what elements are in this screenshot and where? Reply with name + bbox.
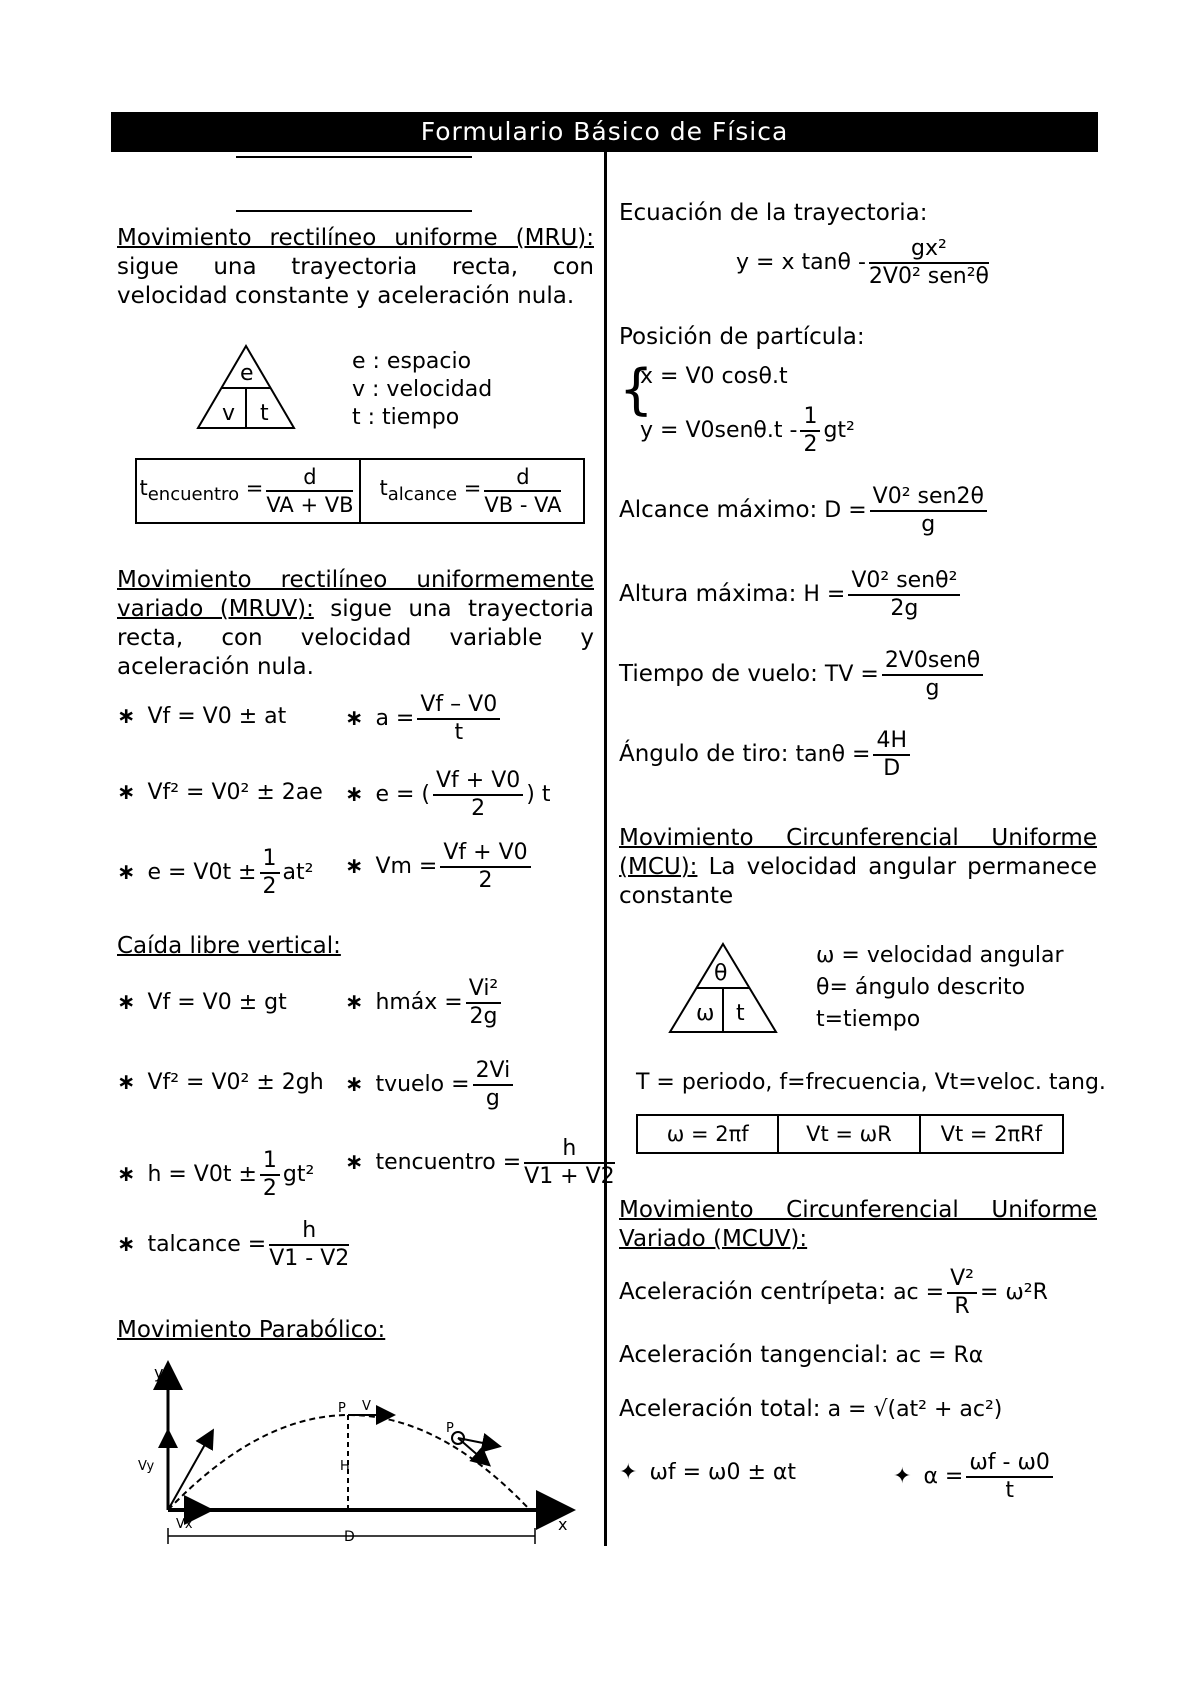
altura-lhs: H = bbox=[803, 582, 846, 607]
mcu-description: La velocidad angular permanece constante bbox=[619, 854, 1097, 909]
t-alcance-sub: alcance bbox=[387, 484, 458, 506]
diagram-label-d: D bbox=[344, 1529, 355, 1545]
mru-title: Movimiento rectilíneo uniforme (MRU): bbox=[117, 225, 594, 251]
caida-f3: ∗ Vf² = V0² ± 2gh bbox=[117, 1070, 324, 1095]
angulo-label: Ángulo de tiro: bbox=[619, 741, 789, 767]
altura-label: Altura máxima: bbox=[619, 581, 797, 607]
mcuv-f2-lhs: α = bbox=[923, 1464, 964, 1489]
t-alcance-fraction bbox=[484, 464, 561, 518]
centripeta-rhs: = ω²R bbox=[979, 1280, 1048, 1305]
posicion-label: Posición de partícula: bbox=[619, 324, 865, 350]
t-encuentro-cell: $t_{encuentro}$ = $\frac{d}{VA + VB}$ bbox=[139, 465, 354, 517]
caida-f1-text: Vf = V0 ± gt bbox=[147, 990, 287, 1015]
trayectoria-formula bbox=[736, 236, 992, 290]
trayectoria-den: 2V0² sen²θ bbox=[868, 264, 989, 289]
altura-num: V0² senθ² bbox=[848, 568, 960, 596]
caida-f7-num: h bbox=[269, 1218, 349, 1246]
mruv-description: sigue una trayectoria recta, con velocidad variable y aceleración nula. bbox=[117, 596, 595, 680]
caida-f1: ∗ Vf = V0 ± gt bbox=[117, 990, 287, 1015]
mruv-f4-rhs: t bbox=[541, 782, 551, 807]
tangencial-row bbox=[619, 1342, 983, 1368]
caida-f6: ∗ tencuentro = $\frac{h}{V1 + V2}$ bbox=[345, 1136, 615, 1189]
mru-triangle-top: e bbox=[240, 361, 254, 386]
posicion-y-lhs: y = V0senθ.t - bbox=[640, 418, 798, 443]
mru-legend-espacio: e : espacio bbox=[352, 349, 472, 374]
mruv-f4-lhs: e = bbox=[375, 782, 415, 807]
caida-f4-num: 2Vi bbox=[473, 1058, 514, 1086]
mru-times-table bbox=[135, 458, 585, 524]
mruv-f4-den: 2 bbox=[471, 796, 486, 821]
altura-row bbox=[619, 568, 963, 622]
mcu-table bbox=[636, 1114, 1064, 1154]
centripeta-lhs: ac = bbox=[893, 1280, 945, 1305]
mcuv-section bbox=[619, 1196, 1097, 1254]
diagram-label-x: x bbox=[558, 1515, 568, 1534]
mruv-f5-num: 1 bbox=[260, 846, 280, 874]
mruv-title: Movimiento rectilíneo uniformemente variado (MRUV): bbox=[117, 567, 594, 622]
t-encuentro-den: VA + VB bbox=[266, 493, 354, 517]
diagram-label-p1: P bbox=[338, 1401, 346, 1416]
caida-f4-lhs: tvuelo = bbox=[375, 1072, 470, 1097]
mruv-f2: ∗ a = $\frac{Vf - V0}{t}$ bbox=[345, 692, 503, 746]
mruv-f6-lhs: Vm = bbox=[375, 854, 438, 879]
caida-f5-lhs: h = V0t ± bbox=[147, 1162, 257, 1187]
angulo-den: D bbox=[883, 756, 901, 781]
mruv-f5-rhs: at² bbox=[282, 860, 314, 885]
tangencial-eq: ac = Rα bbox=[895, 1343, 984, 1368]
posicion-brace: { bbox=[619, 358, 654, 421]
mruv-f1: ∗ Vf = V0 ± at bbox=[117, 704, 287, 729]
caida-f2: ∗ hmáx = $\frac{\text{Vi²}}{2g}$ bbox=[345, 976, 504, 1030]
mruv-f6: ∗ Vm = $\frac{Vf + V0}{2}$ bbox=[345, 840, 534, 894]
mruv-f1-text: Vf = V0 ± at bbox=[147, 704, 287, 729]
caida-f4-den: g bbox=[485, 1086, 500, 1111]
caida-title: Caída libre vertical: bbox=[117, 933, 341, 959]
tiempo-label: Tiempo de vuelo: bbox=[619, 661, 818, 687]
v0-vector bbox=[168, 1432, 212, 1510]
caida-section bbox=[117, 932, 594, 961]
alcance-num: V0² sen2θ bbox=[870, 484, 987, 512]
mruv-f3-text: Vf² = V0² ± 2ae bbox=[147, 780, 323, 805]
mru-description: sigue una trayectoria recta, con velocidad constante y aceleración nula. bbox=[117, 254, 594, 309]
diagram-label-h: H bbox=[340, 1459, 350, 1474]
trayectoria-num: gx² bbox=[869, 236, 989, 264]
decorative-rule bbox=[236, 210, 472, 212]
mcu-legend-omega: ω = velocidad angular bbox=[816, 943, 1064, 968]
centripeta-den: R bbox=[954, 1294, 970, 1319]
caida-f7-lhs: talcance = bbox=[147, 1232, 267, 1257]
mruv-f6-num: Vf + V0 bbox=[440, 840, 530, 868]
mru-legend-tiempo: t : tiempo bbox=[352, 405, 460, 430]
mcu-triangle-bl: ω bbox=[696, 1001, 715, 1026]
mru-triangle-br: t bbox=[260, 401, 269, 426]
caida-f5-rhs: gt² bbox=[282, 1162, 315, 1187]
diagram-label-v: V bbox=[362, 1399, 371, 1414]
mcu-table-cell-1: ω = 2πf bbox=[666, 1122, 749, 1146]
mruv-f2-den: t bbox=[454, 720, 464, 745]
mruv-f2-lhs: a = bbox=[375, 706, 415, 731]
diagram-label-vy: Vy bbox=[138, 1459, 155, 1474]
mcuv-f2: ✦ α = $\frac{\omega f - \omega 0}{t}$ bbox=[893, 1450, 1056, 1504]
mcu-triangle bbox=[668, 942, 778, 1034]
mruv-f2-num: Vf – V0 bbox=[417, 692, 500, 720]
posicion-y bbox=[640, 404, 855, 458]
centripeta-num: V² bbox=[947, 1266, 977, 1294]
mru-legend-velocidad: v : velocidad bbox=[352, 377, 493, 402]
alcance-den: g bbox=[921, 512, 936, 537]
caida-f4: ∗ tvuelo = $\frac{2Vi}{g}$ bbox=[345, 1058, 516, 1112]
caida-f2-den: 2g bbox=[469, 1004, 498, 1029]
t-encuentro-fraction bbox=[266, 464, 353, 518]
mcuv-title: Movimiento Circunferencial Uniforme Variado (MCUV): bbox=[619, 1197, 1097, 1252]
mcu-table-cell-3: Vt = 2πRf bbox=[919, 1116, 1062, 1152]
t-encuentro-symbol: t bbox=[139, 476, 148, 501]
centripeta-row bbox=[619, 1266, 1048, 1320]
mruv-f3: ∗ Vf² = V0² ± 2ae bbox=[117, 780, 323, 805]
tiempo-den: g bbox=[925, 676, 940, 701]
caida-f3-text: Vf² = V0² ± 2gh bbox=[147, 1070, 324, 1095]
angulo-lhs: tanθ = bbox=[795, 742, 871, 767]
page-title: Formulario Básico de Física bbox=[111, 112, 1098, 152]
mcuv-f2-num: ωf - ω0 bbox=[966, 1450, 1053, 1478]
caida-f6-den: V1 + V2 bbox=[524, 1164, 615, 1189]
diagram-label-p2: P bbox=[446, 1421, 454, 1436]
trayectoria-lhs: y = x tanθ - bbox=[736, 250, 866, 275]
angulo-num: 4H bbox=[873, 728, 910, 756]
t-encuentro-num: d bbox=[266, 464, 353, 492]
caida-f5-den: 2 bbox=[262, 1176, 277, 1201]
caida-f5-num: 1 bbox=[260, 1148, 280, 1176]
mruv-f6-den: 2 bbox=[478, 868, 493, 893]
caida-f6-lhs: tencuentro = bbox=[375, 1150, 522, 1175]
caida-f2-lhs: hmáx = bbox=[375, 990, 463, 1015]
mruv-f5: ∗ e = V0t ± $\frac{1}{2}$ at² bbox=[117, 846, 314, 899]
mruv-f4: ∗ e = ( $\frac{Vf + V0}{2}$ ) t bbox=[345, 768, 551, 821]
t-alcance-den: VB - VA bbox=[484, 493, 562, 517]
caida-f7: ∗ talcance = $\frac{h}{V1 - V2}$ bbox=[117, 1218, 350, 1271]
total-label: Aceleración total: bbox=[619, 1396, 821, 1422]
t-encuentro-sub: encuentro bbox=[147, 484, 240, 506]
decorative-rule bbox=[236, 156, 472, 158]
tiempo-num: 2V0senθ bbox=[882, 648, 983, 676]
parabolico-title: Movimiento Parabólico: bbox=[117, 1317, 386, 1343]
parabolico-section bbox=[117, 1316, 594, 1345]
t-alcance-cell: $t_{alcance}$ = $\frac{d}{VB - VA}$ bbox=[359, 460, 583, 522]
mcu-legend-t: t=tiempo bbox=[816, 1007, 921, 1032]
t-alcance-num: d bbox=[484, 464, 561, 492]
mcu-title: Movimiento Circunferencial Uniforme (MCU): bbox=[619, 825, 1097, 880]
t-alcance-symbol: t bbox=[379, 476, 388, 501]
caida-f5: ∗ h = V0t ± $\frac{1}{2}$ gt² bbox=[117, 1148, 315, 1201]
mcuv-f1-text: ωf = ω0 ± αt bbox=[649, 1460, 796, 1485]
caida-f2-num: Vi² bbox=[466, 976, 502, 1004]
mruv-f5-den: 2 bbox=[262, 874, 277, 899]
mruv-section bbox=[117, 566, 594, 682]
diagram-label-vx: Vx bbox=[176, 1517, 193, 1532]
centripeta-label: Aceleración centrípeta: bbox=[619, 1279, 887, 1305]
posicion-y-den: 2 bbox=[803, 432, 818, 457]
caida-f6-num: h bbox=[524, 1136, 615, 1164]
posicion-x: x = V0 cosθ.t bbox=[640, 364, 788, 389]
mcuv-f1: ✦ ωf = ω0 ± αt bbox=[619, 1460, 796, 1485]
total-eq: a = √(at² + ac²) bbox=[827, 1397, 1003, 1422]
mcu-legend-theta: θ= ángulo descrito bbox=[816, 975, 1026, 1000]
posicion-y-num: 1 bbox=[800, 404, 820, 432]
mru-triangle-bl: v bbox=[222, 401, 236, 426]
alcance-label: Alcance máximo: bbox=[619, 497, 818, 523]
trayectoria-label: Ecuación de la trayectoria: bbox=[619, 200, 928, 226]
tiempo-row bbox=[619, 648, 986, 702]
mcu-note: T = periodo, f=frecuencia, Vt=veloc. tang. bbox=[636, 1070, 1106, 1095]
posicion-y-rhs: gt² bbox=[823, 418, 855, 443]
caida-f7-den: V1 - V2 bbox=[269, 1246, 350, 1271]
angulo-row bbox=[619, 728, 913, 782]
mruv-f5-lhs: e = V0t ± bbox=[147, 860, 257, 885]
mruv-f4-num: Vf + V0 bbox=[433, 768, 523, 796]
alcance-row bbox=[619, 484, 990, 538]
mru-section bbox=[117, 224, 594, 311]
mcu-section bbox=[619, 824, 1097, 911]
tangencial-label: Aceleración tangencial: bbox=[619, 1342, 889, 1368]
mcu-triangle-br: t bbox=[736, 1001, 745, 1026]
mcu-triangle-top: θ bbox=[714, 961, 728, 986]
diagram-label-y: y bbox=[154, 1363, 164, 1382]
tiempo-lhs: TV = bbox=[824, 662, 879, 687]
column-divider bbox=[604, 152, 607, 1546]
mcuv-f2-den: t bbox=[1005, 1478, 1014, 1503]
total-row bbox=[619, 1396, 1002, 1422]
parabolic-diagram bbox=[130, 1360, 590, 1545]
mcu-table-cell-2: Vt = ωR bbox=[777, 1116, 918, 1152]
alcance-lhs: D = bbox=[824, 498, 867, 523]
altura-den: 2g bbox=[890, 596, 919, 621]
